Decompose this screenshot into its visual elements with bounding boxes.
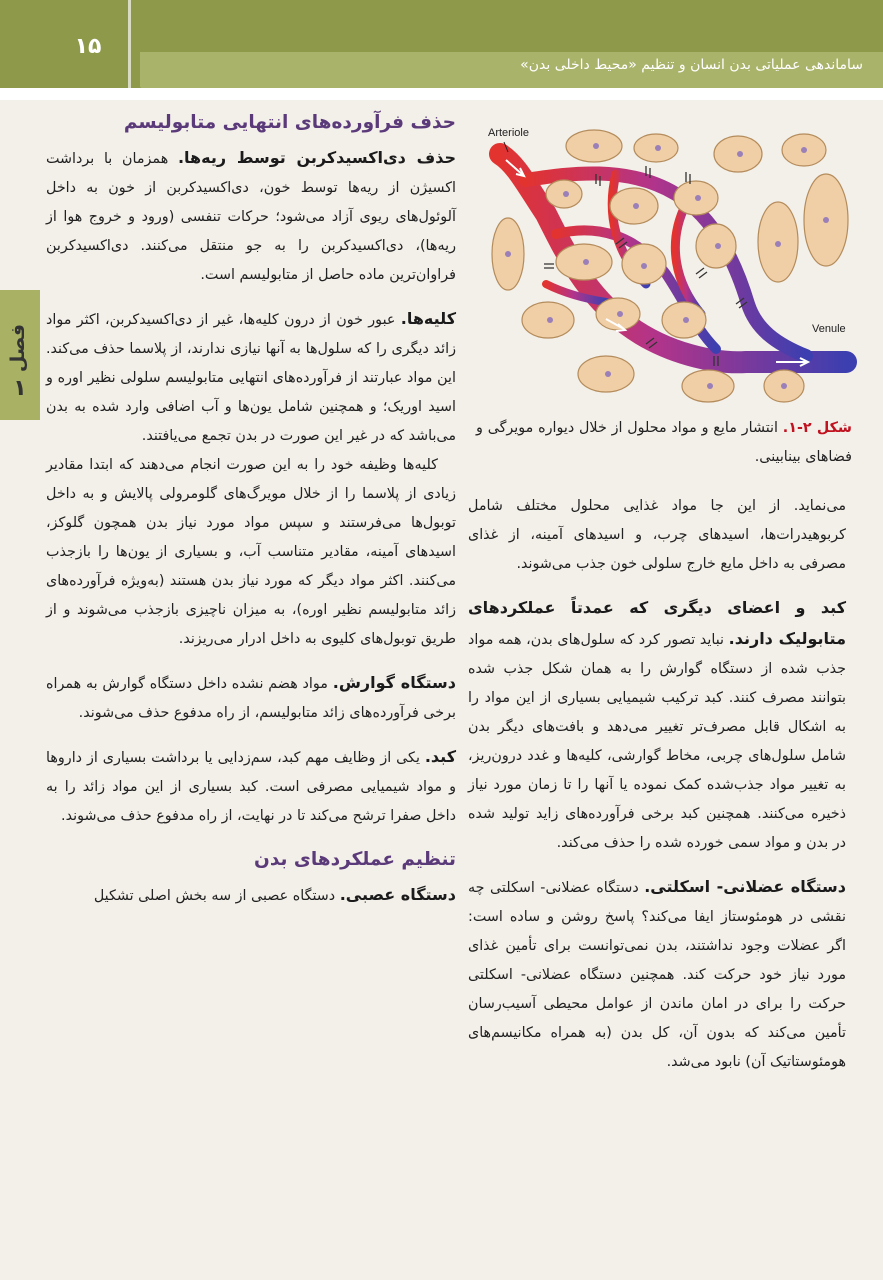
caption-text: انتشار مایع و مواد محلول از خلال دیواره مویرگی و فضاهای بینابینی.: [476, 420, 852, 465]
header-divider: [128, 0, 131, 88]
caption-label: شکل ۲-۱.: [782, 420, 852, 436]
paragraph-kidneys-2: کلیه‌ها وظیفه خود را به این صورت انجام می‌دهند که ابتدا مقادیر زیادی از پلاسما را از خلال مویرگ‌های گلومرولی پالایش و به داخل توبول‌ها می‌فرستند و سپس مواد مورد نیاز بدن همچون گلوکز، اسیدهای آمینه، مقادیر متناسب آب، و بسیاری از یون‌ها را بازجذب می‌کنند. اکثر مواد دیگر که مورد نیاز بدن هستند (به‌ویژه فرآورده‌های زائد متابولیسم نظیر اوره)، به میزان ناچیزی بازجذب می‌شوند و از طریق توبول‌های کلیوی به داخل ادرار می‌ریزند.: [46, 457, 456, 647]
paragraph-liver-metabolic: [468, 593, 846, 858]
co2-lead: حذف دی‌اکسیدکربن توسط ریه‌ها.: [177, 148, 456, 167]
paragraph-absorption: می‌نماید. از این جا مواد غذایی محلول مختلف شامل کربوهیدرات‌ها، اسیدهای چرب، و اسیدهای آمینه، از غذای مصرفی به داخل مایع خارج سلولی خون جذب می‌شوند.: [468, 498, 846, 572]
kidney-lead: کلیه‌ها.: [400, 309, 456, 328]
musculo-text: دستگاه عضلانی- اسکلتی چه نقشی در هومئوستاز ایفا می‌کند؟ پاسخ روشن و ساده است: اگر عضلات وجود نداشتند، بدن نمی‌توانست برای تأمین غذای مورد نیاز خود حرکت کند. همچنین دستگاه عضلانی- اسکلتی حرکت را برای در امان ماندن از عوامل محیطی آسیب‌رسان تأمین می‌کند که بدون آن، کل بدن (به همراه مکانیسم‌های هومئوستاتیک آن) نابود می‌شد.: [468, 880, 846, 1070]
kidney-text: عبور خون از درون کلیه‌ها، غیر از دی‌اکسیدکربن، اکثر مواد زائد دیگری را که سلول‌ها به آنها نیازی ندارند، از پلاسما حذف می‌کند. این مواد عبارتند از فرآورده‌های انتهایی متابولیسم سلولی نظیر اوره و اسید اوریک؛ و همچنین شامل یون‌ها و آب اضافی وارد شده به بدن می‌باشد که در غیر این صورت در بدن تجمع می‌یافتند.: [46, 312, 456, 444]
nervous-lead: دستگاه عصبی.: [339, 885, 456, 904]
paragraph-gi: [46, 668, 456, 728]
arteriole-label: Arteriole: [488, 127, 529, 139]
capillary-diagram: [486, 124, 858, 406]
musculo-lead: دستگاه عضلانی- اسکلتی.: [644, 877, 846, 896]
gi-text: مواد هضم نشده داخل دستگاه گوارش به همراه برخی فرآورده‌های زائد متابولیسم، از راه مدفوع حذف می‌شوند.: [46, 676, 456, 721]
paragraph-nervous: [46, 880, 456, 911]
section-heading-waste: حذف فرآورده‌های انتهایی متابولیسم: [123, 112, 456, 133]
liver-metabolic-text: نباید تصور کرد که سلول‌های بدن، همه مواد جذب شده از دستگاه گوارش را به همان شکل جذب شده بتوانند مصرف کنند. کبد ترکیب شیمیایی بسیاری از این مواد را به اشکال قابل مصرف‌تر تغییر می‌دهد و بافت‌های دیگر بدن شامل سلول‌های چربی، مخاط گوارشی، کلیه‌ها و غدد درون‌ریز، به تغییر مواد جذب‌شده کمک نموده یا آنها را تا زمان مورد نیاز ذخیره می‌کنند. همچنین کبد برخی فرآورده‌های زاید تولید شده در بدن و مواد سمی خورده شده را حذف می‌کند.: [468, 632, 846, 851]
paragraph-musculoskeletal: [468, 872, 846, 1077]
nervous-text: دستگاه عصبی از سه بخش اصلی تشکیل: [93, 888, 340, 904]
left-column: [468, 492, 846, 1077]
paragraph-liver: [46, 742, 456, 831]
paragraph-co2: [46, 143, 456, 290]
section-heading-regulation: تنظیم عملکردهای بدن: [254, 849, 456, 870]
chapter-tab-label: فصل: [7, 323, 29, 373]
co2-text: همزمان با برداشت اکسیژن از ریه‌ها توسط خون، دی‌اکسیدکربن از خون به داخل آلوئول‌های ریوی آزاد می‌شود؛ حرکات تنفسی (ورود و خروج هوا از ریه‌ها)، دی‌اکسیدکربن را به جو منتقل می‌کنند. دی‌اکسیدکربن فراوان‌ترین ماده حاصل از متابولیسم است.: [46, 151, 456, 283]
liver-lead: کبد.: [424, 747, 456, 766]
capillary-figure: [486, 124, 858, 406]
right-column: [46, 108, 456, 911]
page-number: ۱۵: [74, 34, 102, 59]
figure-caption: [476, 414, 852, 472]
venule-label: Venule: [812, 323, 846, 335]
liver-metabolic-heading: کبد و اعضای دیگری که عمدتاً عملکردهای متابولیک دارند.: [468, 598, 846, 648]
running-title: ساماندهی عملیاتی بدن انسان و تنظیم «محیط داخلی بدن»: [520, 57, 863, 73]
paragraph-kidneys: [46, 304, 456, 451]
liver-text: یکی از وظایف مهم کبد، سم‌زدایی یا برداشت بسیاری از داروها و مواد شیمیایی مصرفی است. کبد بسیاری از این مواد زائد را به داخل صفرا ترشح می‌کند تا در نهایت، از راه مدفوع حذف می‌شوند.: [46, 750, 456, 824]
gi-lead: دستگاه گوارش.: [332, 673, 456, 692]
chapter-tab-number: ۱: [13, 376, 27, 401]
